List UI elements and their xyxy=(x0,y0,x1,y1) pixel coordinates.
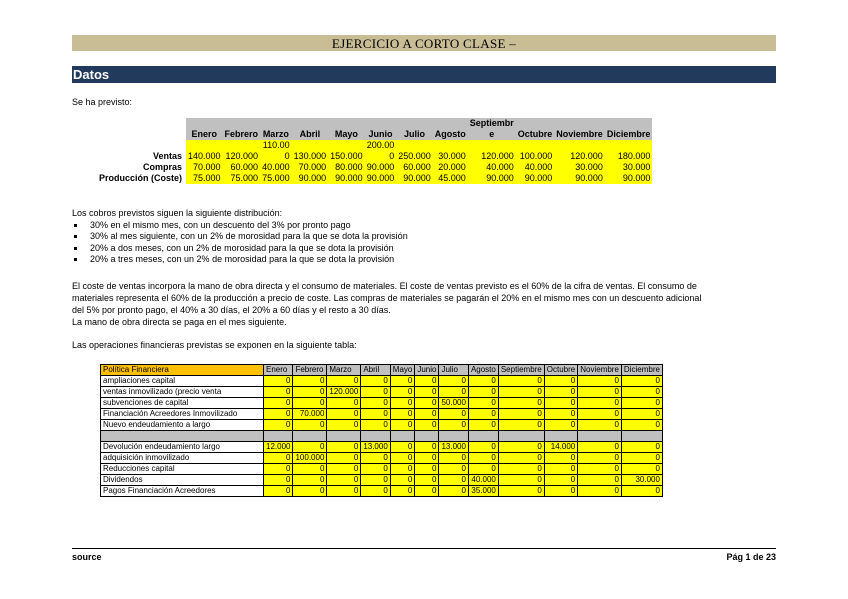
fin-row-label: Pagos Financiación Acreedores xyxy=(101,486,264,497)
fin-cell: 0 xyxy=(415,486,439,497)
sales-cell: 40.000 xyxy=(516,162,555,173)
sales-cell: 150.000 xyxy=(330,151,363,161)
sales-cell: 20.000 xyxy=(433,162,468,173)
sales-cell: 180.000 xyxy=(605,151,653,162)
fin-cell: 0 xyxy=(327,409,361,420)
fin-cell: 0 xyxy=(439,409,468,420)
sales-row-label: Compras xyxy=(72,162,186,173)
fin-cell: 100.000 xyxy=(293,453,327,464)
month-header xyxy=(365,118,397,140)
fin-cell: 0 xyxy=(361,376,390,387)
fin-cell: 0 xyxy=(293,464,327,475)
sales-row xyxy=(72,173,652,184)
fin-row-label: Nuevo endeudamiento a largo xyxy=(101,420,264,431)
sales-cell: 60.000 xyxy=(396,162,433,173)
fin-row-label: Dividendos xyxy=(101,475,264,486)
fin-cell: 0 xyxy=(293,475,327,486)
fin-cell: 0 xyxy=(264,398,293,409)
fin-month-header: Septiembre xyxy=(498,365,544,376)
fin-row-label: ventas inmovilizado (precio venta xyxy=(101,387,264,398)
fin-cell: 0 xyxy=(468,409,498,420)
fin-cell: 0 xyxy=(264,409,293,420)
fin-cell: 0 xyxy=(544,420,577,431)
fin-cell: 0 xyxy=(498,376,544,387)
sales-cell: 0 xyxy=(260,151,292,162)
fin-cell: 0 xyxy=(544,464,577,475)
sales-cell: 250.000 xyxy=(398,151,431,161)
sales-cell: 0 xyxy=(365,151,397,162)
fin-cell: 0 xyxy=(578,387,622,398)
sales-cell: 70.000 xyxy=(292,162,329,173)
fin-cell: 0 xyxy=(578,420,622,431)
fin-cell: 0 xyxy=(361,398,390,409)
fin-cell: 0 xyxy=(439,376,468,387)
sales-cell: 40.000 xyxy=(468,162,516,173)
fin-cell: 0 xyxy=(390,464,415,475)
sales-cell: 110.00 xyxy=(260,140,292,151)
fin-cell: 0 xyxy=(544,409,577,420)
document-title: EJERCICIO A CORTO CLASE – xyxy=(72,35,776,51)
sales-cell xyxy=(554,140,605,151)
fin-cell: 0 xyxy=(264,387,293,398)
sales-cell: 80.000 xyxy=(328,162,365,173)
fin-cell: 0 xyxy=(621,453,662,464)
fin-cell: 120.000 xyxy=(327,387,361,398)
fin-row-label: Reducciones capital xyxy=(101,464,264,475)
fin-cell: 0 xyxy=(415,442,439,453)
fin-cell: 0 xyxy=(390,398,415,409)
cobros-section xyxy=(72,208,408,266)
sales-cell: 130.000 xyxy=(293,151,327,161)
fin-month-header: Agosto xyxy=(468,365,498,376)
fin-cell: 0 xyxy=(544,387,577,398)
fin-cell: 0 xyxy=(361,486,390,497)
fin-cell: 0 xyxy=(498,420,544,431)
fin-cell: 0 xyxy=(415,376,439,387)
fin-cell: 0 xyxy=(415,453,439,464)
sales-cell: 90.000 xyxy=(516,173,555,184)
fin-separator-cell xyxy=(439,431,468,442)
fin-cell: 0 xyxy=(621,420,662,431)
month-header xyxy=(468,118,516,140)
sales-table xyxy=(72,118,652,184)
sales-cell: 120.000 xyxy=(223,151,261,162)
paragraph-line: materiales representa el 60% de la producción a precio de coste. Las compras de materiales se pagarán el 20% en el mismo mes con un descuento adicional xyxy=(72,293,702,303)
fin-cell: 0 xyxy=(390,486,415,497)
sales-cell: 90.000 xyxy=(292,173,329,184)
fin-cell: 70.000 xyxy=(293,409,327,420)
fin-row-label: subvenciones de capital xyxy=(101,398,264,409)
fin-cell: 0 xyxy=(415,409,439,420)
sales-row xyxy=(72,162,652,173)
fin-separator-row xyxy=(101,431,663,442)
fin-cell: 0 xyxy=(264,464,293,475)
fin-cell: 0 xyxy=(415,475,439,486)
sales-cell: 140.000 xyxy=(188,151,221,161)
paragraph-line: del 5% por pronto pago, el 40% a 30 días, el 20% a 60 días y el resto a 30 días. xyxy=(72,305,391,315)
fin-cell: 0 xyxy=(544,475,577,486)
month-label: Abril xyxy=(299,129,321,139)
sales-header-row xyxy=(72,118,652,140)
financial-policy-table xyxy=(100,364,663,497)
fin-cell: 0 xyxy=(468,398,498,409)
fin-cell: 0 xyxy=(390,442,415,453)
fin-cell: 0 xyxy=(264,420,293,431)
fin-cell: 12.000 xyxy=(264,442,293,453)
fin-cell: 0 xyxy=(327,376,361,387)
fin-cell: 50.000 xyxy=(439,398,468,409)
fin-month-header: Marzo xyxy=(327,365,361,376)
fin-cell: 0 xyxy=(327,475,361,486)
fin-month-header: Mayo xyxy=(390,365,415,376)
sales-cell: 90.000 xyxy=(554,173,605,184)
fin-cell: 40.000 xyxy=(468,475,498,486)
sales-cell: 90.000 xyxy=(328,173,365,184)
fin-cell: 0 xyxy=(468,376,498,387)
fin-cell: 13.000 xyxy=(439,442,468,453)
month-label: Febrero xyxy=(224,129,259,139)
fin-cell: 0 xyxy=(439,387,468,398)
fin-cell: 0 xyxy=(578,475,622,486)
fin-separator-cell xyxy=(468,431,498,442)
sales-cell: 120.000 xyxy=(554,151,605,162)
sales-cell xyxy=(468,140,516,151)
fin-row xyxy=(101,453,663,464)
fin-cell: 0 xyxy=(578,409,622,420)
fin-cell: 0 xyxy=(621,387,662,398)
sales-cell: 90.000 xyxy=(468,173,516,184)
fin-cell: 35.000 xyxy=(468,486,498,497)
sales-cell: 75.000 xyxy=(223,173,261,184)
sales-cell: 90.000 xyxy=(396,173,433,184)
fin-cell: 0 xyxy=(327,453,361,464)
fin-separator-cell xyxy=(621,431,662,442)
fin-row xyxy=(101,486,663,497)
fin-row-label: Financiación Acreedores Inmovilizado xyxy=(101,409,264,420)
fin-cell: 0 xyxy=(327,464,361,475)
fin-cell: 0 xyxy=(361,387,390,398)
fin-separator-cell xyxy=(390,431,415,442)
sales-row-label: Ventas xyxy=(72,151,186,162)
sales-cell xyxy=(396,140,433,151)
sales-row-label: Producción (Coste) xyxy=(72,173,186,184)
fin-month-header: Noviembre xyxy=(578,365,622,376)
cobros-item: 30% al mes siguiente, con un 2% de morosidad para la que se dota la provisión xyxy=(72,231,408,243)
sales-cell: 90.000 xyxy=(605,173,653,184)
fin-month-header: Junio xyxy=(415,365,439,376)
sales-cell: 100.000 xyxy=(516,151,555,162)
month-header xyxy=(433,118,468,140)
sales-cell: 30.000 xyxy=(433,151,468,162)
fin-cell: 0 xyxy=(439,453,468,464)
fin-cell: 0 xyxy=(498,475,544,486)
sales-cell xyxy=(605,140,653,151)
fin-cell: 0 xyxy=(621,486,662,497)
fin-cell: 0 xyxy=(415,398,439,409)
fin-cell: 0 xyxy=(621,376,662,387)
sales-cell: 200.00 xyxy=(366,140,395,150)
fin-cell: 0 xyxy=(468,464,498,475)
fin-cell: 0 xyxy=(439,464,468,475)
fin-separator-cell xyxy=(101,431,264,442)
fin-cell: 0 xyxy=(327,398,361,409)
fin-cell: 0 xyxy=(390,409,415,420)
fin-cell: 0 xyxy=(415,387,439,398)
fin-cell: 0 xyxy=(264,453,293,464)
fin-cell: 0 xyxy=(544,453,577,464)
paragraph-line: La mano de obra directa se paga en el mes siguiente. xyxy=(72,317,287,327)
sales-cell: 60.000 xyxy=(223,162,261,173)
fin-separator-cell xyxy=(293,431,327,442)
month-label: Agosto xyxy=(434,129,466,139)
fin-cell: 0 xyxy=(361,420,390,431)
fin-cell: 0 xyxy=(293,420,327,431)
month-header xyxy=(186,118,223,140)
fin-cell: 0 xyxy=(498,442,544,453)
month-label: Mayo xyxy=(334,129,358,139)
fin-cell: 30.000 xyxy=(621,475,662,486)
fin-cell: 0 xyxy=(439,475,468,486)
cobros-item: 20% a tres meses, con un 2% de morosidad para la que se dota la provisión xyxy=(72,254,408,266)
sales-cell: 30.000 xyxy=(554,162,605,173)
section-header-datos xyxy=(72,66,776,83)
sales-cell xyxy=(223,140,261,151)
fin-header-row xyxy=(101,365,663,376)
fin-row xyxy=(101,409,663,420)
fin-cell: 0 xyxy=(498,486,544,497)
cobros-list xyxy=(72,220,408,266)
fin-cell: 0 xyxy=(621,409,662,420)
cobros-intro: Los cobros previstos siguen la siguiente distribución: xyxy=(72,208,283,218)
month-header xyxy=(605,118,653,140)
fin-cell: 0 xyxy=(468,453,498,464)
fin-cell: 0 xyxy=(621,442,662,453)
fin-cell: 0 xyxy=(439,420,468,431)
intro-text: Se ha previsto: xyxy=(72,97,133,107)
cost-paragraph xyxy=(72,280,782,328)
month-header xyxy=(223,118,261,140)
fin-cell: 0 xyxy=(498,464,544,475)
month-header xyxy=(554,118,605,140)
fin-cell: 0 xyxy=(498,453,544,464)
fin-row xyxy=(101,376,663,387)
fin-cell: 0 xyxy=(468,420,498,431)
sales-cell: 120.000 xyxy=(468,151,516,162)
sales-cell xyxy=(328,140,365,151)
sales-cell xyxy=(433,140,468,151)
sales-cell: 75.000 xyxy=(186,173,223,184)
fin-row xyxy=(101,464,663,475)
sales-cell xyxy=(186,140,223,151)
fin-month-header: Octubre xyxy=(544,365,577,376)
fin-cell: 0 xyxy=(264,486,293,497)
month-header xyxy=(396,118,433,140)
sales-row xyxy=(72,151,652,162)
fin-cell: 0 xyxy=(578,464,622,475)
fin-cell: 14.000 xyxy=(544,442,577,453)
fin-separator-cell xyxy=(498,431,544,442)
fin-cell: 0 xyxy=(361,409,390,420)
fin-row-label: adquisición inmovilizado xyxy=(101,453,264,464)
month-label: Octubre xyxy=(517,129,553,139)
fin-cell: 0 xyxy=(390,387,415,398)
section-title: Datos xyxy=(73,67,110,82)
fin-cell: 0 xyxy=(621,464,662,475)
fin-cell: 0 xyxy=(439,486,468,497)
fin-cell: 0 xyxy=(264,475,293,486)
fin-cell: 0 xyxy=(498,398,544,409)
fin-separator-cell xyxy=(361,431,390,442)
fin-separator-cell xyxy=(327,431,361,442)
fin-cell: 0 xyxy=(390,420,415,431)
fin-cell: 0 xyxy=(293,398,327,409)
fin-cell: 0 xyxy=(415,464,439,475)
fin-cell: 0 xyxy=(390,475,415,486)
fin-cell: 0 xyxy=(361,464,390,475)
fin-cell: 0 xyxy=(390,453,415,464)
fin-cell: 0 xyxy=(293,486,327,497)
month-label: Enero xyxy=(191,129,218,139)
fin-cell: 0 xyxy=(578,398,622,409)
fin-row xyxy=(101,420,663,431)
footer-source: source xyxy=(72,552,102,562)
fin-row-label: Devolución endeudamiento largo xyxy=(101,442,264,453)
sales-cell: 70.000 xyxy=(186,162,223,173)
fin-cell: 0 xyxy=(578,376,622,387)
month-header xyxy=(516,118,555,140)
fin-month-header: Abril xyxy=(361,365,390,376)
fin-cell: 0 xyxy=(264,376,293,387)
fin-cell: 0 xyxy=(544,376,577,387)
fin-cell: 0 xyxy=(327,486,361,497)
sales-cell: 45.000 xyxy=(433,173,468,184)
fin-separator-cell xyxy=(264,431,293,442)
sales-cell: 75.000 xyxy=(262,173,290,183)
fin-cell: 0 xyxy=(468,442,498,453)
month-header xyxy=(292,118,329,140)
fin-cell: 0 xyxy=(327,442,361,453)
fin-cell: 0 xyxy=(361,453,390,464)
cobros-item: 20% a dos meses, con un 2% de morosidad para la que se dota la provisión xyxy=(72,243,408,255)
fin-cell: 0 xyxy=(498,387,544,398)
fin-cell: 13.000 xyxy=(361,442,390,453)
sales-cell xyxy=(516,140,555,151)
month-header xyxy=(260,118,292,140)
sales-cell: 90.000 xyxy=(366,162,395,172)
paragraph-line: El coste de ventas incorpora la mano de obra directa y el consumo de materiales. El coste de ventas previsto es el 60% de la cifra de ventas. El consumo de xyxy=(72,281,697,291)
fin-cell: 0 xyxy=(544,486,577,497)
fin-separator-cell xyxy=(544,431,577,442)
sales-cell: 40.000 xyxy=(262,162,290,172)
page-number: Pág 1 de 23 xyxy=(726,552,776,562)
fin-month-header: Julio xyxy=(439,365,468,376)
row-label-empty xyxy=(72,140,186,151)
fin-cell: 0 xyxy=(415,420,439,431)
fin-intro: Las operaciones financieras previstas se exponen en la siguiente tabla: xyxy=(72,340,357,350)
fin-cell: 0 xyxy=(578,442,622,453)
fin-separator-cell xyxy=(415,431,439,442)
month-label: Junio xyxy=(368,129,393,139)
fin-cell: 0 xyxy=(544,398,577,409)
fin-row-label: ampliaciones capital xyxy=(101,376,264,387)
fin-header-label: Política Financiera xyxy=(101,365,264,376)
sales-header-corner xyxy=(72,118,186,140)
fin-row xyxy=(101,387,663,398)
footer-divider xyxy=(72,548,776,549)
fin-cell: 0 xyxy=(578,486,622,497)
fin-row xyxy=(101,442,663,453)
fin-cell: 0 xyxy=(361,475,390,486)
sales-cell: 30.000 xyxy=(605,162,653,173)
sales-pre-row xyxy=(72,140,652,151)
fin-separator-cell xyxy=(578,431,622,442)
sales-cell xyxy=(292,140,329,151)
fin-cell: 0 xyxy=(468,387,498,398)
month-label: Noviembre xyxy=(556,129,603,139)
month-label: Septiembr xyxy=(469,118,514,128)
fin-cell: 0 xyxy=(498,409,544,420)
fin-cell: 0 xyxy=(327,420,361,431)
fin-month-header: Enero xyxy=(264,365,293,376)
fin-cell: 0 xyxy=(293,442,327,453)
month-label: Diciembre xyxy=(606,129,651,139)
fin-cell: 0 xyxy=(293,387,327,398)
fin-cell: 0 xyxy=(621,398,662,409)
month-label: Marzo xyxy=(262,129,289,139)
sales-cell: 90.000 xyxy=(366,173,395,183)
month-label: Julio xyxy=(403,129,425,139)
fin-month-header: Febrero xyxy=(293,365,327,376)
fin-cell: 0 xyxy=(390,376,415,387)
fin-row xyxy=(101,398,663,409)
month-header xyxy=(328,118,365,140)
fin-month-header: Diciembre xyxy=(621,365,662,376)
fin-row xyxy=(101,475,663,486)
month-label-cont: e xyxy=(489,129,495,139)
fin-cell: 0 xyxy=(293,376,327,387)
cobros-item: 30% en el mismo mes, con un descuento del 3% por pronto pago xyxy=(72,220,408,232)
fin-cell: 0 xyxy=(578,453,622,464)
